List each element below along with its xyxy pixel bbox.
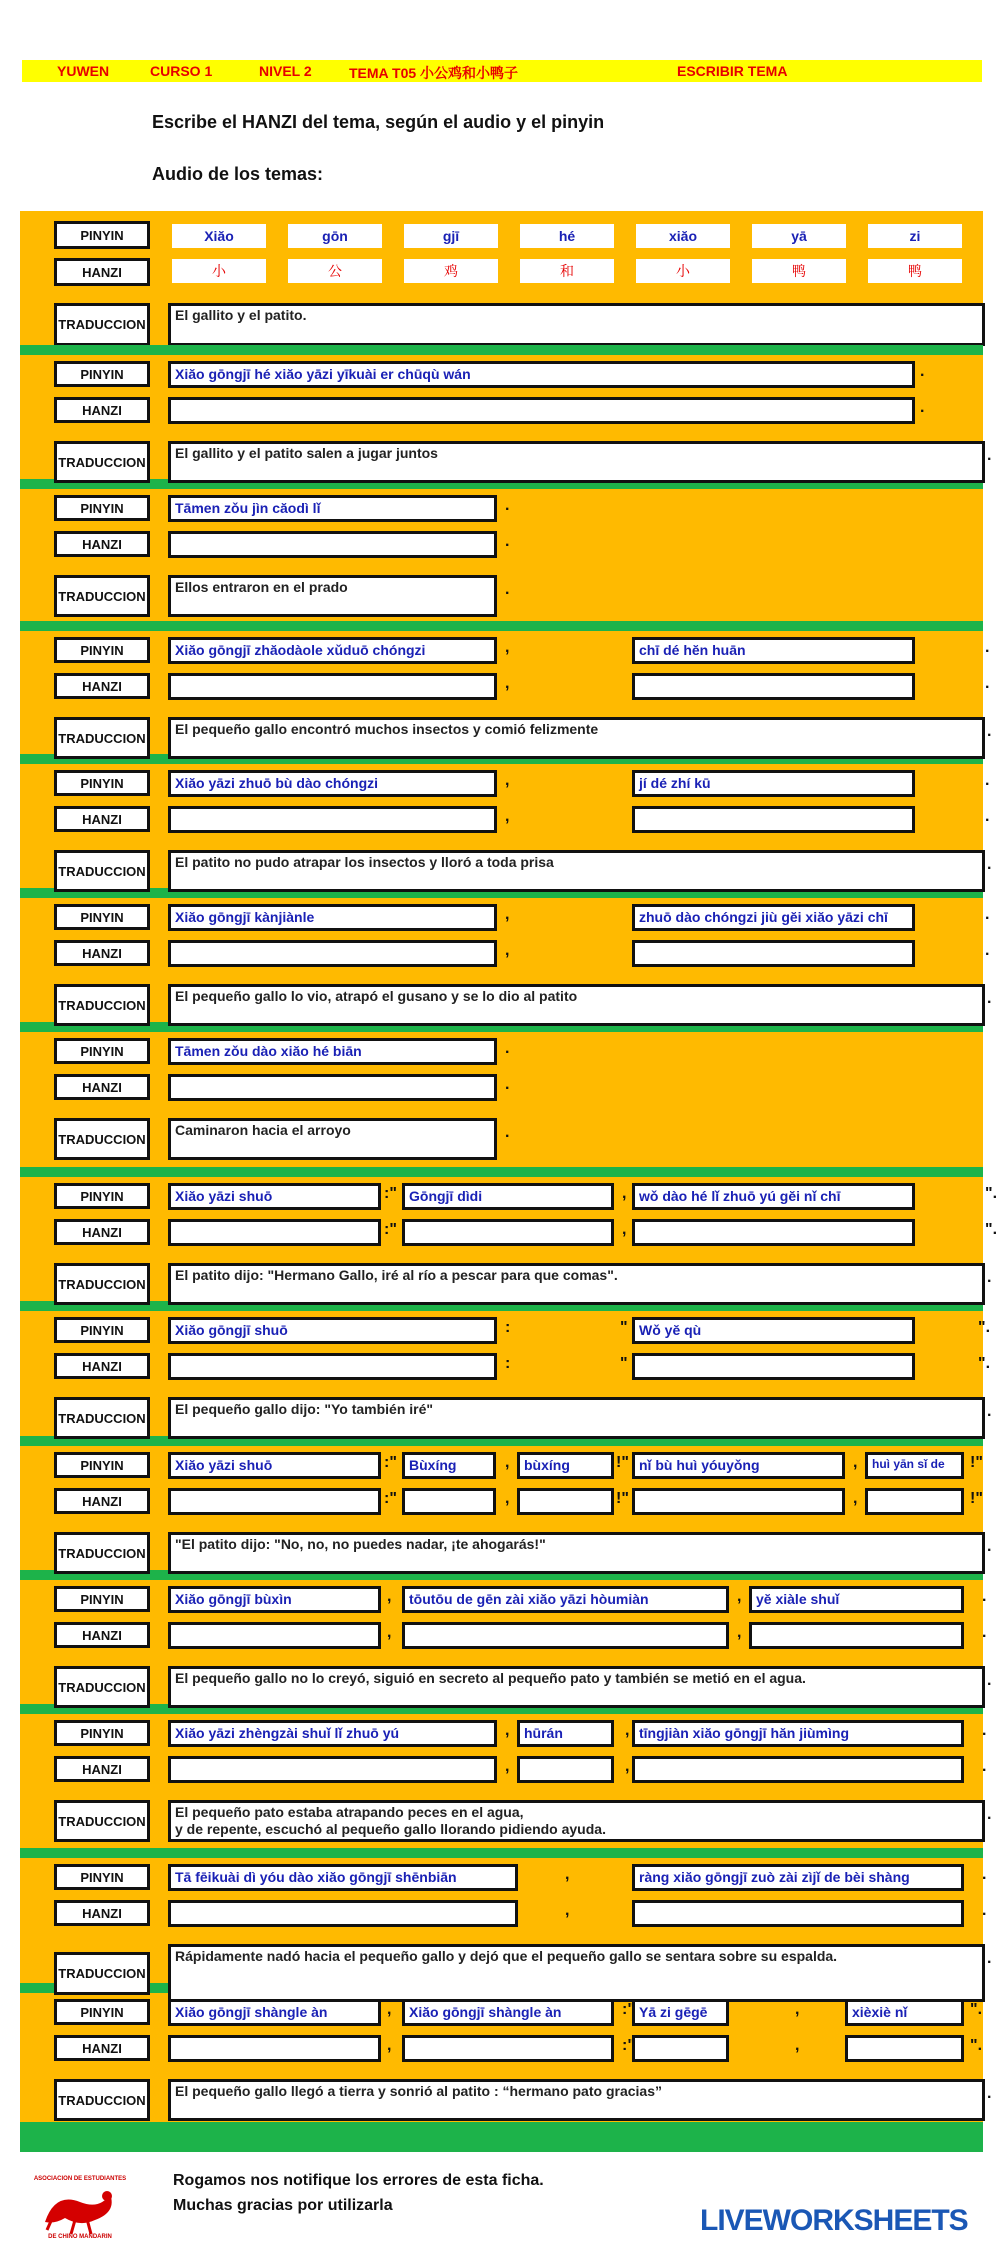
translation-line: El patito dijo: "Hermano Gallo, iré al río a pescar para que comas". — [175, 1267, 618, 1283]
hanzi-punct: ". — [970, 2037, 983, 2054]
title-pinyin-cell: hé — [520, 224, 614, 248]
pinyin-box: Tāmen zǒu jìn căodì lǐ — [168, 495, 497, 522]
pinyin-punct: , — [505, 1722, 510, 1739]
hanzi-label: HANZI — [54, 1074, 150, 1100]
hanzi-input[interactable] — [168, 531, 497, 558]
hanzi-input[interactable] — [632, 940, 915, 967]
translation-end-dot: . — [987, 1806, 992, 1823]
green-band — [20, 1848, 983, 1858]
pinyin-punct: , — [565, 1866, 570, 1883]
pinyin-punct: . — [985, 639, 990, 656]
hanzi-input[interactable] — [632, 1900, 964, 1927]
hanzi-punct: , — [505, 808, 510, 825]
hanzi-label: HANZI — [54, 2035, 150, 2061]
pinyin-punct: ". — [985, 1185, 998, 1202]
hanzi-punct: , — [795, 2037, 800, 2054]
translation-line: y de repente, escuchó al pequeño gallo llorando pidiendo ayuda. — [175, 1821, 606, 1837]
pinyin-punct: , — [625, 1722, 630, 1739]
pinyin-punct: , — [387, 2001, 392, 2018]
translation-box — [168, 2079, 985, 2121]
title-pinyin-cell: Xiăo — [172, 224, 266, 248]
translation-end-dot: . — [505, 1124, 510, 1141]
hanzi-input[interactable] — [845, 2035, 964, 2062]
hanzi-label: HANZI — [54, 1219, 150, 1245]
hanzi-punct: , — [505, 1758, 510, 1775]
hanzi-label: HANZI — [54, 806, 150, 832]
translation-line: El pequeño gallo lo vio, atrapó el gusano y se lo dio al patito — [175, 988, 578, 1004]
hanzi-input[interactable] — [402, 2035, 614, 2062]
hanzi-punct: , — [737, 1624, 742, 1641]
pinyin-label: PINYIN — [54, 1864, 150, 1890]
translation-line: El pequeño gallo no lo creyó, siguió en secreto al pequeño pato y también se metió en el agua. — [175, 1670, 806, 1686]
hanzi-input[interactable] — [168, 1219, 381, 1246]
hanzi-input[interactable] — [632, 673, 915, 700]
pinyin-box: wǒ dào hé lǐ zhuō yú gĕi nǐ chī — [632, 1183, 915, 1210]
pinyin-box: Xiăo yāzi zhuō bù dào chóngzi — [168, 770, 497, 797]
pinyin-punct: . — [982, 1722, 987, 1739]
hanzi-input[interactable] — [402, 1488, 496, 1515]
hanzi-punct: . — [982, 1624, 987, 1641]
pinyin-punct: . — [985, 906, 990, 923]
pinyin-label: PINYIN — [54, 361, 150, 387]
translation-line: El pequeño gallo dijo: "Yo también iré" — [175, 1401, 434, 1417]
title-pinyin-cell: zi — [868, 224, 962, 248]
traduccion-label: TRADUCCION — [54, 575, 150, 617]
hanzi-punct: . — [505, 533, 510, 550]
hanzi-input[interactable] — [168, 2035, 381, 2062]
pinyin-punct: :" — [384, 1454, 397, 1471]
pinyin-box: Xiăo gōngjī shuō — [168, 1317, 497, 1344]
title-hanzi-cell: 鸡 — [404, 259, 498, 283]
pinyin-label: PINYIN — [54, 1452, 150, 1478]
pinyin-label: PINYIN — [54, 495, 150, 521]
translation-end-dot: . — [987, 447, 992, 464]
green-band-bottom — [20, 2122, 983, 2152]
header-bar — [22, 60, 982, 82]
hanzi-label: HANZI — [54, 258, 150, 286]
pinyin-label: PINYIN — [54, 1586, 150, 1612]
green-band — [20, 621, 983, 631]
translation-box — [168, 1532, 985, 1574]
hanzi-punct: . — [982, 1758, 987, 1775]
translation-box — [168, 1397, 985, 1439]
hanzi-input[interactable] — [402, 1219, 614, 1246]
translation-line: El pequeño pato estaba atrapando peces en el agua, — [175, 1804, 524, 1820]
hanzi-input[interactable] — [168, 673, 497, 700]
pinyin-box: Tāmen zǒu dào xiăo hé biān — [168, 1038, 497, 1065]
pinyin-punct: !" — [616, 1454, 629, 1471]
pinyin-punct: , — [853, 1454, 858, 1471]
hanzi-label: HANZI — [54, 397, 150, 423]
hanzi-punct: , — [853, 1490, 858, 1507]
pinyin-label: PINYIN — [54, 1183, 150, 1209]
pinyin-box: Xiăo yāzi zhèngzài shuǐ lǐ zhuō yú — [168, 1720, 497, 1747]
hanzi-punct: , — [505, 675, 510, 692]
hanzi-input[interactable] — [168, 397, 915, 424]
pinyin-box: Xiăo gōngjī kànjiànle — [168, 904, 497, 931]
pinyin-box: hūrán — [517, 1720, 614, 1747]
pinyin-punct: , — [622, 1185, 627, 1202]
hanzi-punct: , — [625, 1758, 630, 1775]
hanzi-input[interactable] — [517, 1756, 614, 1783]
hanzi-label: HANZI — [54, 531, 150, 557]
title-hanzi-cell: 公 — [288, 259, 382, 283]
pinyin-box: Xiăo gōngjī hé xiăo yāzi yīkuài er chūqù wán — [168, 361, 915, 388]
header-action: ESCRIBIR TEMA — [677, 63, 788, 79]
pinyin-punct: ". — [978, 1319, 991, 1336]
hanzi-input[interactable] — [865, 1488, 964, 1515]
hanzi-punct: . — [505, 1076, 510, 1093]
hanzi-punct: :" — [622, 2037, 635, 2054]
footer-line2: Muchas gracias por utilizarla — [173, 2197, 393, 2214]
hanzi-input[interactable] — [749, 1622, 964, 1649]
pinyin-label: PINYIN — [54, 637, 150, 663]
pinyin-label: PINYIN — [54, 1999, 150, 2025]
pinyin-punct: , — [505, 1454, 510, 1471]
translation-line: Rápidamente nadó hacia el pequeño gallo y dejó que el pequeño gallo se sentara sobre su espalda. — [175, 1948, 838, 1964]
pinyin-punct: ". — [970, 2001, 983, 2018]
traduccion-label: TRADUCCION — [54, 1952, 150, 1995]
translation-box — [168, 984, 985, 1026]
translation-box — [168, 575, 497, 617]
traduccion-label: TRADUCCION — [54, 1532, 150, 1574]
traduccion-label: TRADUCCION — [54, 1800, 150, 1842]
hanzi-input[interactable] — [168, 1622, 381, 1649]
translation-end-dot: . — [987, 1950, 992, 1967]
pinyin-box: Wǒ yĕ qù — [632, 1317, 915, 1344]
pinyin-punct: :" — [384, 1185, 397, 1202]
hanzi-input[interactable] — [168, 806, 497, 833]
pinyin-punct: , — [795, 2001, 800, 2018]
hanzi-input[interactable] — [168, 940, 497, 967]
pinyin-box: Gōngjī dìdi — [402, 1183, 614, 1210]
hanzi-punct: , — [565, 1902, 570, 1919]
hanzi-input[interactable] — [168, 1074, 497, 1101]
pinyin-punct: , — [505, 906, 510, 923]
pinyin-box: nǐ bù huì yóuyǒng — [632, 1452, 845, 1479]
traduccion-label: TRADUCCION — [54, 1666, 150, 1708]
pinyin-punct: . — [920, 363, 925, 380]
pinyin-punct: . — [505, 497, 510, 514]
hanzi-input[interactable] — [632, 1488, 845, 1515]
hanzi-input[interactable] — [168, 1756, 497, 1783]
hanzi-input[interactable] — [168, 1900, 518, 1927]
pinyin-box: bùxíng — [517, 1452, 614, 1479]
title-hanzi-cell: 和 — [520, 259, 614, 283]
title-pinyin-cell: xiăo — [636, 224, 730, 248]
pinyin-punct: . — [985, 772, 990, 789]
traduccion-label: TRADUCCION — [54, 1118, 150, 1160]
audio-label: Audio de los temas: — [152, 164, 324, 184]
pinyin-box: yĕ xiàle shuǐ — [749, 1586, 964, 1613]
hanzi-punct: . — [985, 942, 990, 959]
translation-end-dot: . — [987, 723, 992, 740]
traduccion-label: TRADUCCION — [54, 441, 150, 483]
hanzi-punct: :" — [384, 1221, 397, 1238]
pinyin-punct: . — [505, 1040, 510, 1057]
pinyin-punct: , — [505, 639, 510, 656]
translation-box — [168, 1944, 985, 2002]
translation-end-dot: . — [987, 1403, 992, 1420]
hanzi-label: HANZI — [54, 1622, 150, 1648]
pinyin-box: Xiăo gōngjī shàngle àn — [402, 1999, 614, 2026]
hanzi-punct: . — [985, 808, 990, 825]
footer-line1: Rogamos nos notifique los errores de esta ficha. — [173, 2172, 544, 2189]
pinyin-label: PINYIN — [54, 221, 150, 249]
pinyin-label: PINYIN — [54, 770, 150, 796]
hanzi-punct: !" — [970, 1490, 983, 1507]
green-band — [20, 1167, 983, 1177]
liveworksheets-brand: LIVEWORKSHEETS — [700, 2204, 968, 2237]
pinyin-punct: " — [620, 1319, 628, 1336]
pinyin-punct: , — [505, 772, 510, 789]
pinyin-punct: !" — [970, 1454, 983, 1471]
hanzi-label: HANZI — [54, 1900, 150, 1926]
traduccion-label: TRADUCCION — [54, 1397, 150, 1439]
pinyin-punct: , — [387, 1588, 392, 1605]
pinyin-punct: . — [982, 1866, 987, 1883]
hanzi-punct: ". — [985, 1221, 998, 1238]
translation-box — [168, 717, 985, 759]
translation-end-dot: . — [987, 2085, 992, 2102]
translation-box — [168, 1263, 985, 1305]
hanzi-punct: , — [622, 1221, 627, 1238]
pinyin-punct: , — [737, 1588, 742, 1605]
title-hanzi-cell: 小 — [172, 259, 266, 283]
translation-line: El pequeño gallo encontró muchos insectos y comió felizmente — [175, 721, 599, 737]
translation-box — [168, 850, 985, 892]
hanzi-punct: ". — [978, 1355, 991, 1372]
translation-box — [168, 1118, 497, 1160]
translation-end-dot: . — [987, 856, 992, 873]
translation-line: Ellos entraron en el prado — [175, 579, 348, 595]
pinyin-box: ràng xiăo gōngjī zuò zài zìjǐ de bèi shàng — [632, 1864, 964, 1891]
traduccion-label: TRADUCCION — [54, 984, 150, 1026]
pinyin-box: Xiăo yāzi shuō — [168, 1452, 381, 1479]
hanzi-input[interactable] — [168, 1353, 497, 1380]
title-hanzi-cell: 鸭 — [752, 259, 846, 283]
hanzi-punct: : — [505, 1355, 511, 1372]
pinyin-box: Yā zi gēgē — [632, 1999, 729, 2026]
pinyin-label: PINYIN — [54, 1317, 150, 1343]
pinyin-box: jí dé zhí kū — [632, 770, 915, 797]
hanzi-input[interactable] — [402, 1622, 729, 1649]
pinyin-box: chī dé hĕn huān — [632, 637, 915, 664]
pinyin-box: huì yān sǐ de — [865, 1452, 964, 1479]
hanzi-label: HANZI — [54, 1488, 150, 1514]
worksheet — [20, 211, 998, 2146]
translation-line: El patito no pudo atrapar los insectos y lloró a toda prisa — [175, 854, 554, 870]
hanzi-input[interactable] — [632, 1756, 964, 1783]
pinyin-label: PINYIN — [54, 904, 150, 930]
hanzi-label: HANZI — [54, 940, 150, 966]
translation-box — [168, 1666, 985, 1708]
pinyin-punct: :" — [622, 2001, 635, 2018]
hanzi-input[interactable] — [168, 1488, 381, 1515]
pinyin-box: Bùxíng — [402, 1452, 496, 1479]
pinyin-box: Xiăo gōngjī bùxìn — [168, 1586, 381, 1613]
hanzi-punct: " — [620, 1355, 628, 1372]
hanzi-label: HANZI — [54, 1756, 150, 1782]
translation-end-dot: . — [987, 1672, 992, 1689]
translation-line: Caminaron hacia el arroyo — [175, 1122, 351, 1138]
header-tema: TEMA T05 小公鸡和小鸭子 — [349, 65, 519, 81]
hanzi-punct: , — [387, 1624, 392, 1641]
pinyin-box: tīngjiàn xiăo gōngjī hăn jiùmìng — [632, 1720, 964, 1747]
pinyin-box: Xiăo gōngjī shàngle àn — [168, 1999, 381, 2026]
pinyin-box: zhuō dào chóngzi jiù gĕi xiăo yāzi chī — [632, 904, 915, 931]
translation-line: "El patito dijo: "No, no, no puedes nadar, ¡te ahogarás!" — [175, 1536, 546, 1552]
hanzi-punct: :" — [384, 1490, 397, 1507]
traduccion-label: TRADUCCION — [54, 303, 150, 346]
translation-end-dot: . — [987, 1538, 992, 1555]
translation-line: El pequeño gallo llegó a tierra y sonrió al patito : “hermano pato gracias” — [175, 2083, 662, 2099]
hanzi-punct: , — [505, 1490, 510, 1507]
header-course: YUWEN — [57, 63, 110, 79]
hanzi-input[interactable] — [517, 1488, 614, 1515]
hanzi-input[interactable] — [632, 2035, 729, 2062]
pinyin-label: PINYIN — [54, 1038, 150, 1064]
hanzi-punct: , — [505, 942, 510, 959]
pinyin-box: xièxiè nǐ — [845, 1999, 964, 2026]
instructions: Escribe el HANZI del tema, según el audio y el pinyin — [152, 112, 605, 132]
hanzi-punct: . — [982, 1902, 987, 1919]
title-pinyin-cell: gjī — [404, 224, 498, 248]
hanzi-punct: !" — [616, 1490, 629, 1507]
hanzi-punct: , — [387, 2037, 392, 2054]
title-pinyin-cell: gōn — [288, 224, 382, 248]
pinyin-box: Xiăo gōngjī zhăodàole xǔduō chóngzi — [168, 637, 497, 664]
pinyin-label: PINYIN — [54, 1720, 150, 1746]
translation-box — [168, 441, 985, 483]
hanzi-punct: . — [920, 399, 925, 416]
hanzi-input[interactable] — [632, 1219, 915, 1246]
translation-line: El gallito y el patito salen a jugar juntos — [175, 445, 438, 461]
translation-end-dot: . — [987, 1269, 992, 1286]
title-hanzi-cell: 小 — [636, 259, 730, 283]
traduccion-label: TRADUCCION — [54, 2079, 150, 2121]
pinyin-punct: : — [505, 1319, 511, 1336]
pinyin-box: Xiăo yāzi shuō — [168, 1183, 381, 1210]
hanzi-label: HANZI — [54, 673, 150, 699]
traduccion-label: TRADUCCION — [54, 850, 150, 892]
pinyin-punct: . — [982, 1588, 987, 1605]
header-nivel: NIVEL 2 — [259, 63, 312, 79]
hanzi-punct: . — [985, 675, 990, 692]
title-hanzi-cell: 鸭 — [868, 259, 962, 283]
translation-end-dot: . — [505, 581, 510, 598]
hanzi-input[interactable] — [632, 806, 915, 833]
translation-end-dot: . — [987, 990, 992, 1007]
header-curso: CURSO 1 — [150, 63, 213, 79]
association-logo — [25, 2172, 135, 2240]
traduccion-label: TRADUCCION — [54, 1263, 150, 1305]
green-band — [20, 345, 983, 355]
title-translation: El gallito y el patito. — [168, 303, 985, 346]
title-pinyin-cell: yā — [752, 224, 846, 248]
hanzi-input[interactable] — [632, 1353, 915, 1380]
pinyin-box: Tā fēikuài dì yóu dào xiăo gōngjī shēnbiān — [168, 1864, 518, 1891]
hanzi-label: HANZI — [54, 1353, 150, 1379]
traduccion-label: TRADUCCION — [54, 717, 150, 759]
translation-box — [168, 1800, 985, 1842]
pinyin-box: tōutōu de gēn zài xiăo yāzi hòumiàn — [402, 1586, 729, 1613]
